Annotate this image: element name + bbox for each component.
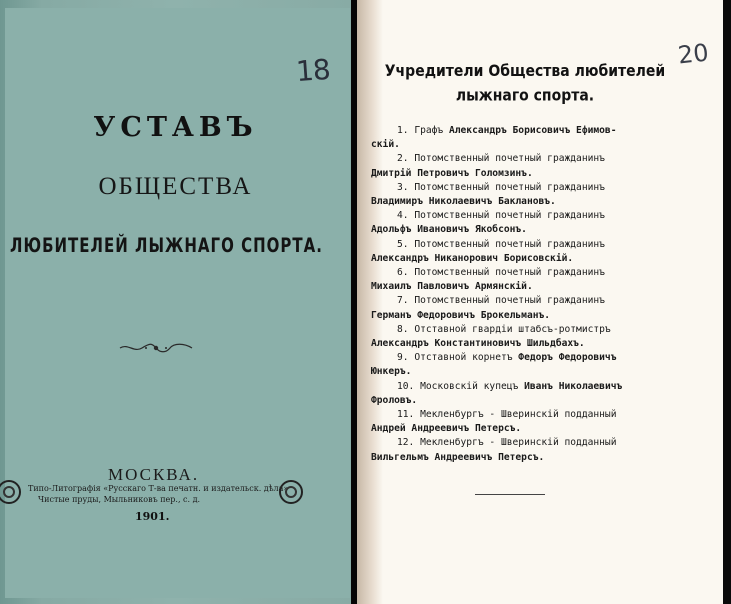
founder-line [371,380,671,394]
founder-line [371,351,671,365]
cover-title: УСТАВЪ [93,112,258,143]
founder-title: 5. Потомственный почетный гражданинъ [397,238,605,250]
founder-name-part: Федоръ Федоровичъ [518,352,617,364]
founder-title: 3. Потомственный почетный гражданинъ [397,181,605,193]
printer-name: Типо-Литографія «Русскаго Т-ва печатн. и издательск. дѣла» [28,484,289,493]
founder-line [371,323,671,337]
founder-line [371,124,671,138]
founder-name-part: Иванъ Николаевичъ [524,380,623,392]
founder-title: 8. Отставной гвардіи штабсъ-ротмистръ [397,323,611,335]
founder-name: Дмитрій Петровичъ Голомзинъ. [371,167,533,179]
founder-line [371,408,671,422]
founder-name: скій. [371,139,400,151]
founder-title: 10. Московскій купецъ [397,380,525,392]
founder-name: Михаилъ Павловичъ Армянскій. [371,281,533,293]
founder-name: Александръ Никанорович Борисовскій. [371,252,574,264]
founder-title: 11. Мекленбургъ - Шверинскій подданный [397,409,617,421]
ornament-icon [118,341,194,355]
founder-line [371,238,671,252]
founder-name: Фроловъ. [371,394,418,406]
founder-name: Андрей Андреевичъ Петерсъ. [371,423,522,435]
cover-society: ОБЩЕСТВА [98,173,253,200]
founders-list [371,124,671,465]
founder-name-part: Александръ Борисовичъ Ефимов- [448,125,617,136]
closing-rule [475,494,545,495]
founder-title: 2. Потомственный почетный гражданинъ [397,153,605,165]
founder-line [371,436,671,450]
page-edge [723,0,731,604]
founder-line [371,209,671,223]
cover-city: МОСКВА. [108,465,200,484]
founder-line [371,294,671,308]
printer-address: Чистые пруды, Мыльниковъ пер., с. д. [38,495,201,504]
founder-line [371,152,671,166]
heading-line: лыжнаго спорта. [455,86,595,105]
founder-title: 6. Потомственный почетный гражданинъ [397,267,605,279]
handwritten-page-number: 20 [676,38,710,70]
page-heading [375,60,675,108]
cover-sheet [5,8,350,598]
founder-title: 9. Отставной корнетъ [397,352,519,364]
printer-imprint [28,483,288,505]
founder-name: Вильгельмъ Андреевичъ Петерсъ. [371,451,545,463]
cover-page [0,0,351,604]
cover-year: 1901. [135,510,170,523]
founder-name: Александръ Константиновичъ Шильдбахъ. [371,338,585,350]
founder-name: Юнкеръ. [371,366,412,378]
founders-page [357,0,731,604]
founder-name: Владимиръ Николаевичъ Баклановъ. [371,196,556,208]
founder-title: 4. Потомственный почетный гражданинъ [397,210,605,222]
founder-title: 7. Потомственный почетный гражданинъ [397,295,605,307]
handwritten-page-number: 18 [294,52,331,89]
founder-name: Адольфъ Ивановичъ Якобсонъ. [371,224,527,236]
founder-line [371,266,671,280]
founder-title: 1. Графъ [397,125,449,136]
founder-line [371,181,671,195]
founder-name: Германъ Федоровичъ Брокельманъ. [371,309,551,321]
cover-subtitle: ЛЮБИТЕЛЕЙ ЛЫЖНАГО СПОРТА. [10,234,323,258]
founder-title: 12. Мекленбургъ - Шверинскій подданный [397,437,617,449]
printer-seal-icon [279,480,303,504]
heading-line: Учредители Общества любителей [384,62,666,81]
